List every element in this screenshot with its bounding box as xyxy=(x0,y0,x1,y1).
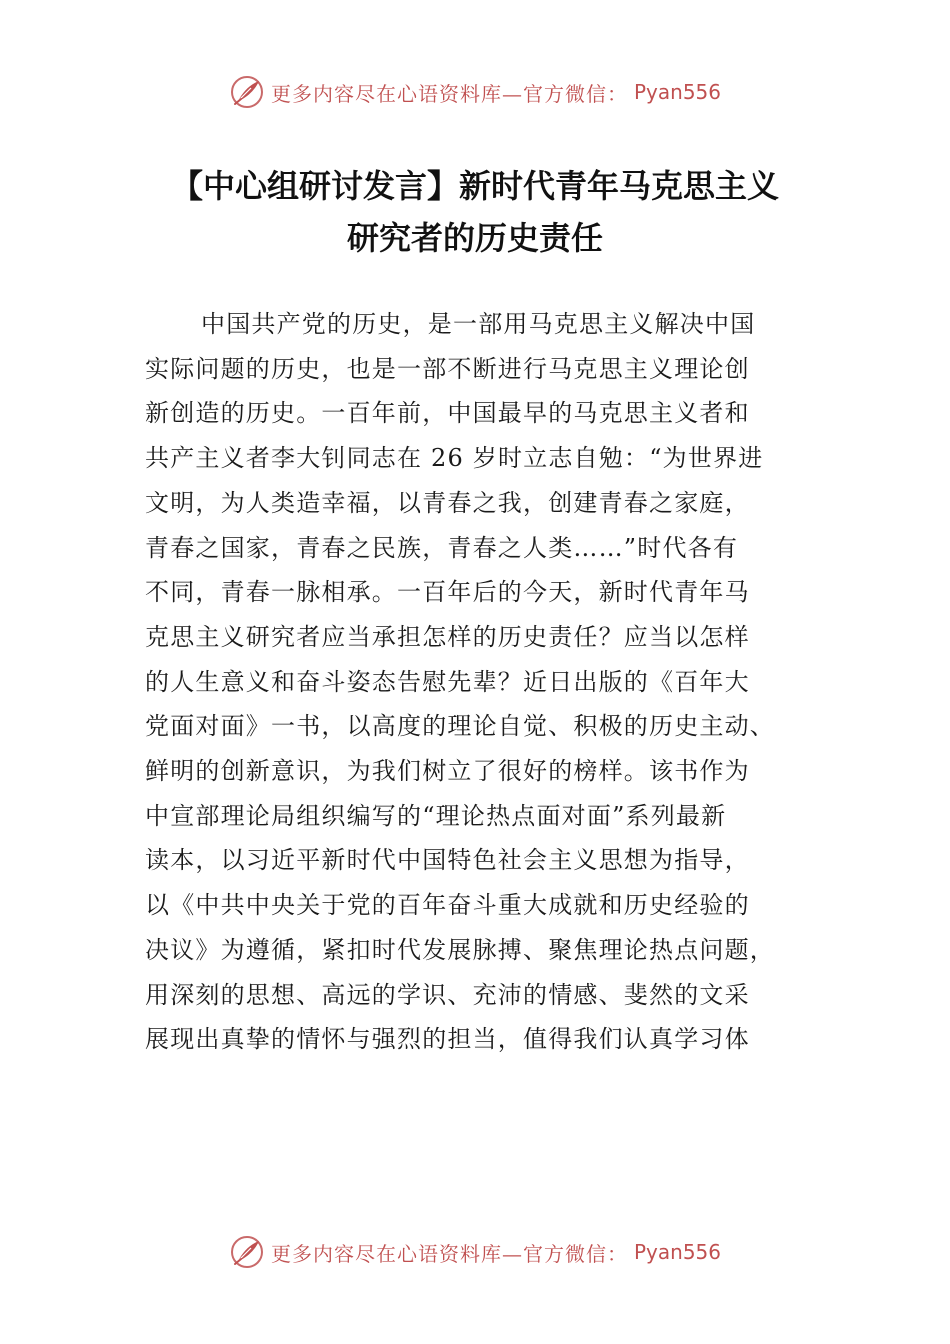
body-line: 决议》为遵循，紧扣时代发展脉搏、聚焦理论热点问题， xyxy=(145,935,775,964)
document-body xyxy=(145,302,810,1062)
header-banner xyxy=(0,70,950,114)
body-line: 以《中共中央关于党的百年奋斗重大成就和历史经验的 xyxy=(145,891,750,920)
footer-banner xyxy=(0,1230,950,1274)
title-line-2: 研究者的历史责任 xyxy=(346,219,603,257)
body-line: 读本，以习近平新时代中国特色社会主义思想为指导， xyxy=(145,846,750,875)
body-line: 党面对面》一书，以高度的理论自觉、积极的历史主动、 xyxy=(145,712,775,741)
title-line-1: 【中心组研讨发言】新时代青年马克思主义 xyxy=(170,167,779,205)
body-line: 中国共产党的历史，是一部用马克思主义解决中国 xyxy=(201,310,756,338)
body-paragraph xyxy=(145,302,810,1062)
body-line: 用深刻的思想、高远的学识、充沛的情感、斐然的文采 xyxy=(145,980,750,1009)
feather-pen-logo-icon xyxy=(229,74,265,110)
body-line: 新创造的历史。一百年前，中国最早的马克思主义者和 xyxy=(145,399,750,428)
body-line: 克思主义研究者应当承担怎样的历史责任？应当以怎样 xyxy=(145,622,750,651)
body-line: 共产主义者李大钊同志在 26 岁时立志自勉：“为世界进 xyxy=(145,444,764,473)
body-line: 的人生意义和奋斗姿态告慰先辈？近日出版的《百年大 xyxy=(145,667,750,696)
body-line: 展现出真挚的情怀与强烈的担当，值得我们认真学习体 xyxy=(145,1025,750,1054)
header-banner-text: 更多内容尽在心语资料库—官方微信： xyxy=(270,81,628,106)
body-line: 中宣部理论局组织编写的“理论热点面对面”系列最新 xyxy=(145,801,727,830)
body-line: 文明，为人类造幸福，以青春之我，创建青春之家庭， xyxy=(145,488,750,517)
body-line: 青春之国家，青春之民族，青春之人类……”时代各有 xyxy=(145,533,739,562)
body-line: 实际问题的历史，也是一部不断进行马克思主义理论创 xyxy=(145,354,750,383)
feather-pen-logo-icon xyxy=(229,1234,265,1270)
body-line: 鲜明的创新意识，为我们树立了很好的榜样。该书作为 xyxy=(145,757,750,786)
document-title xyxy=(100,160,850,264)
footer-banner-code: Pyan556 xyxy=(633,1240,721,1264)
header-banner-code: Pyan556 xyxy=(633,80,721,104)
footer-banner-text: 更多内容尽在心语资料库—官方微信： xyxy=(270,1241,628,1266)
body-line: 不同，青春一脉相承。一百年后的今天，新时代青年马 xyxy=(145,578,750,607)
